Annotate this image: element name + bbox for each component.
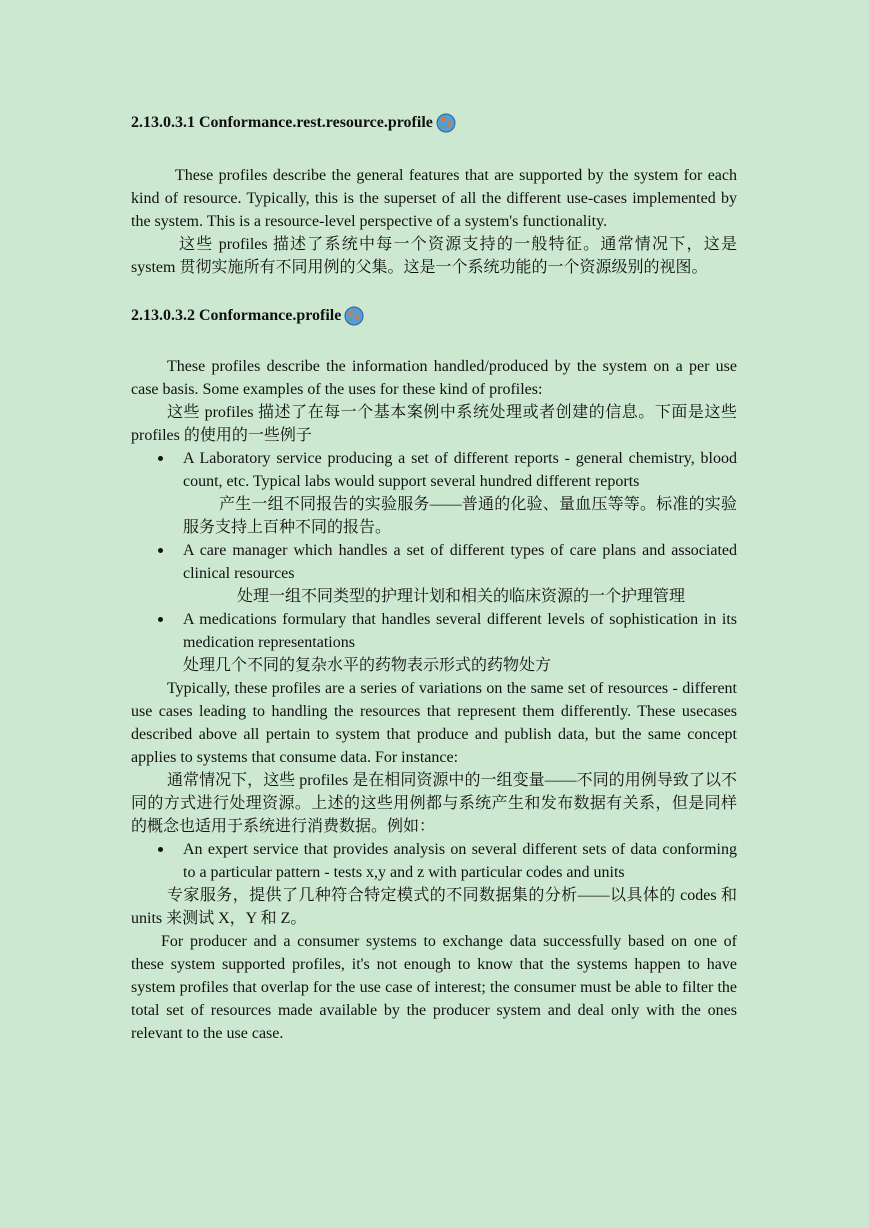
bullet-list: [131, 447, 737, 493]
list-item: A medications formulary that handles several different levels of sophistication in its medication representations: [131, 608, 737, 654]
paragraph-en: Typically, these profiles are a series of variations on the same set of resources - different use cases leading to handling the resources that represent them differently. These usecases described above all pertain to system that produce and publish data, but the same concept applies to systems that consume data. For instance:: [131, 680, 737, 766]
globe-icon[interactable]: [436, 113, 456, 133]
paragraph-zh: 这些 profiles 描述了系统中每一个资源支持的一般特征。通常情况下，这是 system 贯彻实施所有不同用例的父集。这是一个系统功能的一个资源级别的视图。: [131, 236, 737, 276]
document-body: [131, 110, 737, 1045]
list-item-translation: 处理几个不同的复杂水平的药物表示形式的药物处方: [183, 657, 552, 674]
list-item-translation: 处理一组不同类型的护理计划和相关的临床资源的一个护理管理: [237, 588, 686, 605]
bullet-list: [131, 608, 737, 654]
list-item-translation: 产生一组不同报告的实验服务——普通的化验、量血压等等。标准的实验服务支持上百种不同的报告。: [183, 496, 737, 536]
paragraph-zh: 这些 profiles 描述了在每一个基本案例中系统处理或者创建的信息。下面是这些 profiles 的使用的一些例子: [131, 404, 737, 444]
paragraph-zh: 通常情况下，这些 profiles 是在相同资源中的一组变量——不同的用例导致了以不同的方式进行处理资源。上述的这些用例都与系统产生和发布数据有关系，但是同样的概念也适用于系统进行消费数据。例如：: [131, 772, 737, 835]
list-item: A Laboratory service producing a set of different reports - general chemistry, blood count, etc. Typical labs would support several hundred different reports: [131, 447, 737, 493]
bullet-list: [131, 539, 737, 585]
globe-icon[interactable]: [344, 306, 364, 326]
list-item: An expert service that provides analysis on several different sets of data conforming to a particular pattern - tests x,y and z with particular codes and units: [131, 838, 737, 884]
heading-text: 2.13.0.3.2 Conformance.profile: [131, 307, 342, 324]
paragraph-en: These profiles describe the information handled/produced by the system on a per use case basis. Some examples of the uses for these kind of profiles:: [131, 358, 737, 398]
paragraph-en: For producer and a consumer systems to exchange data successfully based on one of these system supported profiles, it's not enough to know that the systems happen to have system profiles that overlap for the use case of interest; the consumer must be able to filter the total set of resources made available by the producer system and deal only with the ones relevant to the use case.: [131, 933, 737, 1042]
section-heading-resource-profile: [131, 110, 737, 136]
section-heading-profile: [131, 303, 737, 329]
heading-text: 2.13.0.3.1 Conformance.rest.resource.profile: [131, 114, 433, 131]
bullet-list: [131, 838, 737, 884]
paragraph-en: These profiles describe the general features that are supported by the system for each kind of resource. Typically, this is the superset of all the different use-cases implemented by the system. This is a resource-level perspective of a system's functionality.: [131, 167, 737, 230]
list-item: A care manager which handles a set of different types of care plans and associated clinical resources: [131, 539, 737, 585]
paragraph-zh: 专家服务，提供了几种符合特定模式的不同数据集的分析——以具体的 codes 和 units 来测试 X，Y 和 Z。: [131, 887, 737, 927]
